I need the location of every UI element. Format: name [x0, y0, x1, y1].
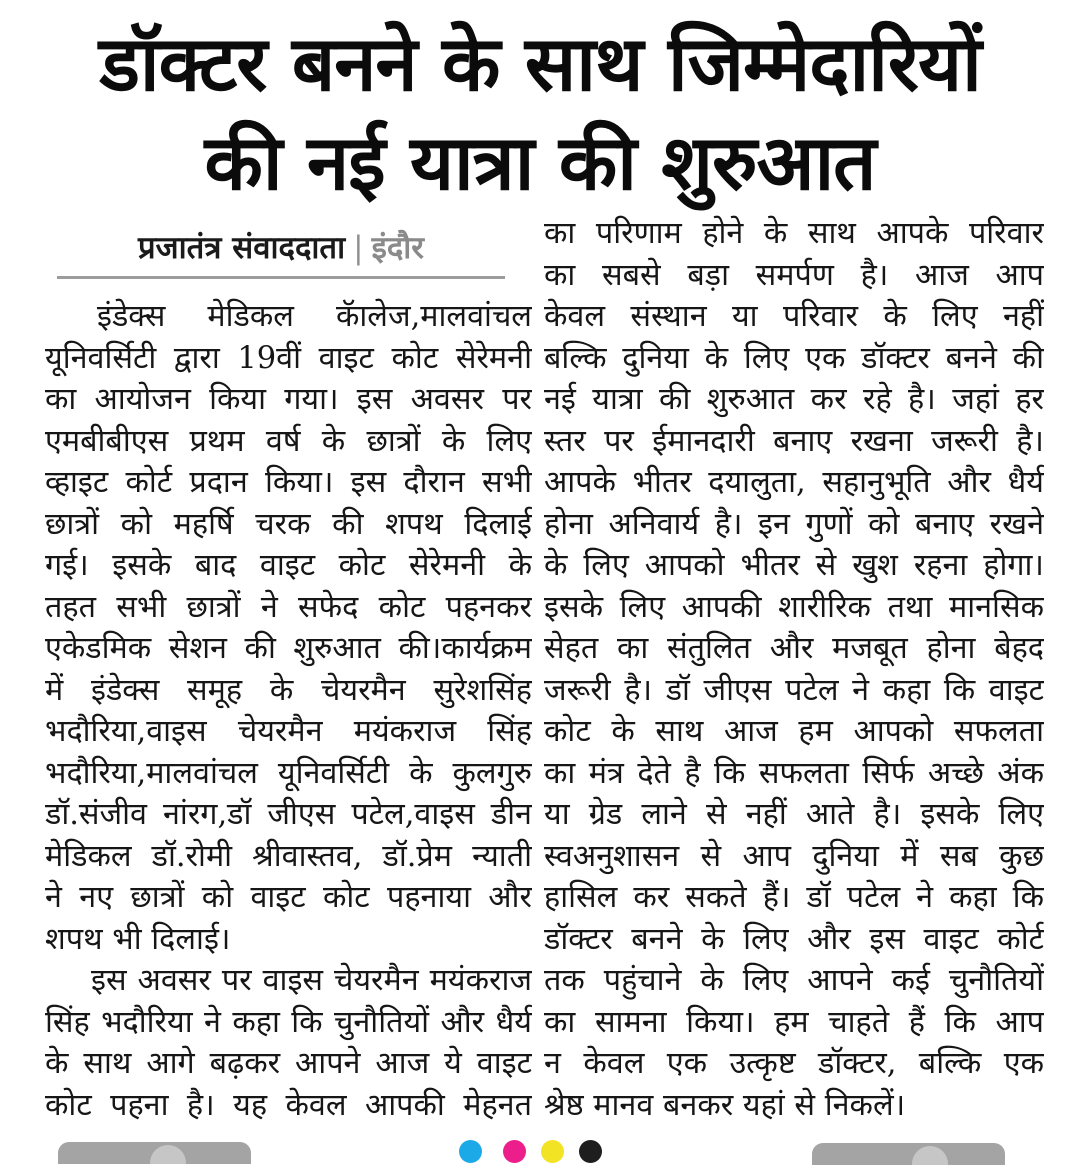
text-line: ने नए छात्रों को वाइट कोट पहनाया और [45, 880, 532, 915]
text-line: नई यात्रा की शुरुआत कर रहे है। जहां हर [544, 382, 1044, 417]
text-line: श्रेष्ठ मानव बनकर यहां से निकलें। [544, 1087, 906, 1123]
text-line: बल्कि दुनिया के लिए एक डॉक्टर बनने की [544, 340, 1044, 376]
text-line: का सबसे बड़ा समर्पण है। आज आप [544, 257, 1044, 293]
right-column [544, 213, 1044, 1126]
text-line: आपके भीतर दयालुता, सहानुभूति और धैर्य [544, 465, 1044, 500]
byline-author: प्रजातंत्र संवाददाता [138, 230, 346, 266]
article-headline [0, 14, 1080, 212]
text-line: न केवल एक उत्कृष्ट डॉक्टर, बल्कि एक [544, 1046, 1044, 1081]
text-line: सिंह भदौरिया ने कहा कि चुनौतियों और धैर्य [45, 1004, 532, 1040]
text-line: सेहत का संतुलित और मजबूत होना बेहद [544, 631, 1044, 666]
text-line: व्हाइट कोर्ट प्रदान किया। इस दौरान सभी [45, 465, 532, 500]
text-line: कोट पहना है। यह केवल आपकी मेहनत [45, 1087, 532, 1123]
text-line: भदौरिया,मालवांचल यूनिवर्सिटी के कुलगुरु [45, 755, 532, 791]
paragraph-1 [45, 296, 532, 960]
text-line: जरूरी है। डॉ जीएस पटेल ने कहा कि वाइट [544, 672, 1044, 708]
left-column [45, 296, 532, 1126]
byline [57, 228, 505, 268]
text-line: स्वअनुशासन से आप दुनिया में सब कुछ [544, 838, 1044, 874]
text-line: का परिणाम होने के साथ आपके परिवार [544, 216, 1044, 251]
headline-line-1: डॉक्टर बनने के साथ जिम्मेदारियों [99, 19, 981, 108]
text-line: के लिए आपको भीतर से खुश रहना होगा। [544, 548, 1044, 583]
text-line: का मंत्र देते है कि सफलता सिर्फ अच्छे अंक [544, 755, 1044, 791]
cmyk-cyan-dot [459, 1140, 482, 1163]
paragraph-2 [45, 960, 532, 1126]
text-line: छात्रों को महर्षि चरक की शपथ दिलाई [45, 506, 532, 542]
text-line: का सामना किया। हम चाहते हैं कि आप [544, 1004, 1044, 1040]
text-line: शपथ भी दिलाई। [45, 921, 231, 957]
text-line: केवल संस्थान या परिवार के लिए नहीं [544, 299, 1044, 334]
text-line: कोट के साथ आज हम आपको सफलता [544, 714, 1044, 749]
cropped-ui-pill-left [58, 1142, 251, 1164]
byline-city: इंदौर [371, 230, 424, 266]
text-line: डॉ.संजीव नांरग,डॉ जीएस पटेल,वाइस डीन [45, 797, 532, 832]
text-line: यूनिवर्सिटी द्वारा 19वीं वाइट कोट सेरेमनी [45, 340, 532, 376]
byline-divider-rule [57, 276, 505, 279]
text-line: इस अवसर पर वाइस चेयरमैन मयंकराज [91, 963, 532, 998]
text-line: इंडेक्स मेडिकल कॅालेज,मालवांचल [97, 299, 532, 334]
text-line: भदौरिया,वाइस चेयरमैन मयंकराज सिंह [45, 714, 532, 749]
text-line: तहत सभी छात्रों ने सफेद कोट पहनकर [45, 589, 532, 625]
text-line: गई। इसके बाद वाइट कोट सेरेमनी के [45, 548, 532, 583]
pill-knob [912, 1146, 948, 1165]
text-line: इसके लिए आपकी शारीरिक तथा मानसिक [544, 589, 1044, 625]
cropped-ui-pill-right [812, 1143, 1005, 1165]
text-line: हासिल कर सकते हैं। डॉ पटेल ने कहा कि [544, 880, 1044, 915]
text-line: डॉक्टर बनने के लिए और इस वाइट कोर्ट [544, 921, 1044, 957]
text-line: में इंडेक्स समूह के चेयरमैन सुरेशसिंह [45, 672, 532, 708]
text-line: स्तर पर ईमानदारी बनाए रखना जरूरी है। [544, 423, 1044, 459]
headline-line-2: की नई यात्रा की शुरुआत [204, 118, 876, 207]
cmyk-black-dot [579, 1140, 602, 1163]
pill-knob [150, 1145, 186, 1164]
text-line: का आयोजन किया गया। इस अवसर पर [45, 382, 532, 417]
text-line: होना अनिवार्य है। इन गुणों को बनाए रखने [544, 506, 1044, 542]
text-line: एमबीबीएस प्रथम वर्ष के छात्रों के लिए [45, 423, 532, 459]
text-line: मेडिकल डॉ.रोमी श्रीवास्तव, डॉ.प्रेम न्याती [45, 838, 532, 874]
cmyk-magenta-dot [503, 1140, 526, 1163]
text-line: या ग्रेड लाने से नहीं आते है। इसके लिए [544, 797, 1044, 832]
text-line: के साथ आगे बढ़कर आपने आज ये वाइट [45, 1046, 532, 1081]
text-line: एकेडमिक सेशन की शुरुआत की।कार्यक्रम [45, 631, 532, 666]
cmyk-yellow-dot [541, 1140, 564, 1163]
text-line: तक पहुंचाने के लिए आपने कई चुनौतियों [544, 963, 1044, 998]
paragraph-continuation [544, 213, 1044, 1126]
byline-separator: | [353, 230, 364, 266]
